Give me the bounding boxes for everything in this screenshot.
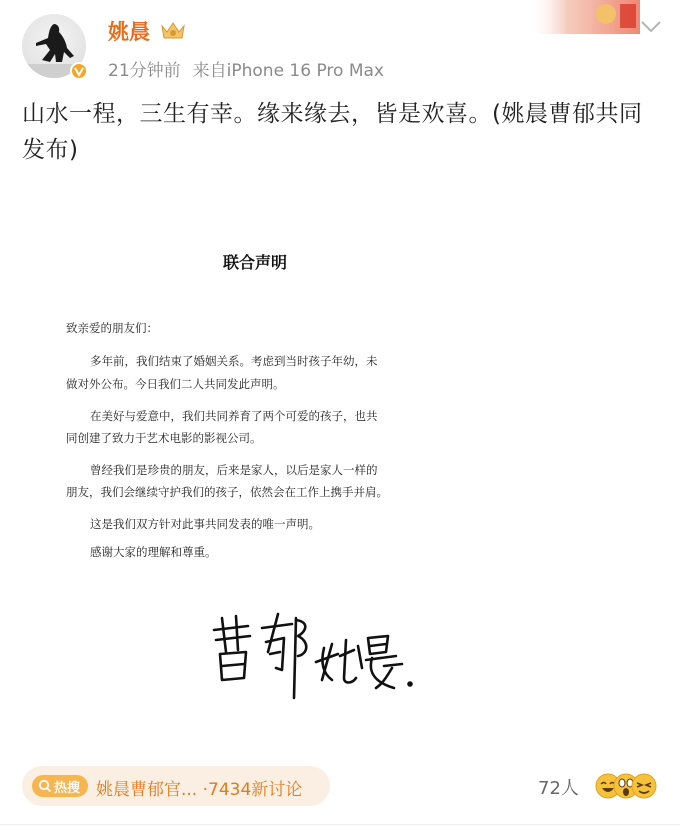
statement-line: 多年前，我们结束了婚姻关系。考虑到当时孩子年幼，未 xyxy=(90,354,378,368)
chevron-down-icon[interactable] xyxy=(640,20,662,34)
author-name[interactable]: 姚晨 xyxy=(108,20,150,44)
topic-text: 姚晨曹郁官... ·7434新讨论 xyxy=(96,780,303,800)
hot-search-label: 热搜 xyxy=(54,781,81,796)
hot-topic-pill[interactable] xyxy=(22,766,330,806)
like-count[interactable]: 72人 xyxy=(538,778,579,799)
verified-badge-icon xyxy=(70,62,88,80)
crown-icon xyxy=(160,20,186,42)
statement-line: 感谢大家的理解和尊重。 xyxy=(90,545,217,559)
post-text: 山水一程，三生有幸。缘来缘去，皆是欢喜。(姚晨曹郁共同发布) xyxy=(22,101,643,163)
search-icon xyxy=(38,779,52,793)
hot-search-tag xyxy=(32,775,88,797)
post-time: 21分钟前 xyxy=(108,61,181,81)
statement-document xyxy=(66,240,510,660)
statement-line: 这是我们双方针对此事共同发表的唯一声明。 xyxy=(90,517,320,531)
decorative-banner xyxy=(528,0,640,34)
statement-line: 同创建了致力于艺术电影的影视公司。 xyxy=(66,431,262,445)
statement-line: 致亲爱的朋友们： xyxy=(66,321,158,335)
statement-line: 朋友，我们会继续守护我们的孩子，依然会在工作上携手并肩。 xyxy=(66,485,388,499)
emoji-reaction-icons[interactable] xyxy=(594,770,658,802)
post-header xyxy=(0,0,680,92)
post-meta xyxy=(108,56,396,81)
statement-line: 做对外公布。今日我们二人共同发此声明。 xyxy=(66,377,285,391)
divider xyxy=(0,824,680,825)
statement-line: 曾经我们是珍贵的朋友，后来是家人，以后是家人一样的 xyxy=(90,463,378,477)
post-footer xyxy=(0,762,680,812)
signature xyxy=(206,608,426,708)
statement-title: 联合声明 xyxy=(222,253,287,272)
statement-line: 在美好与爱意中，我们共同养育了两个可爱的孩子，也共 xyxy=(90,409,378,423)
post-source: 来自iPhone 16 Pro Max xyxy=(192,61,384,81)
